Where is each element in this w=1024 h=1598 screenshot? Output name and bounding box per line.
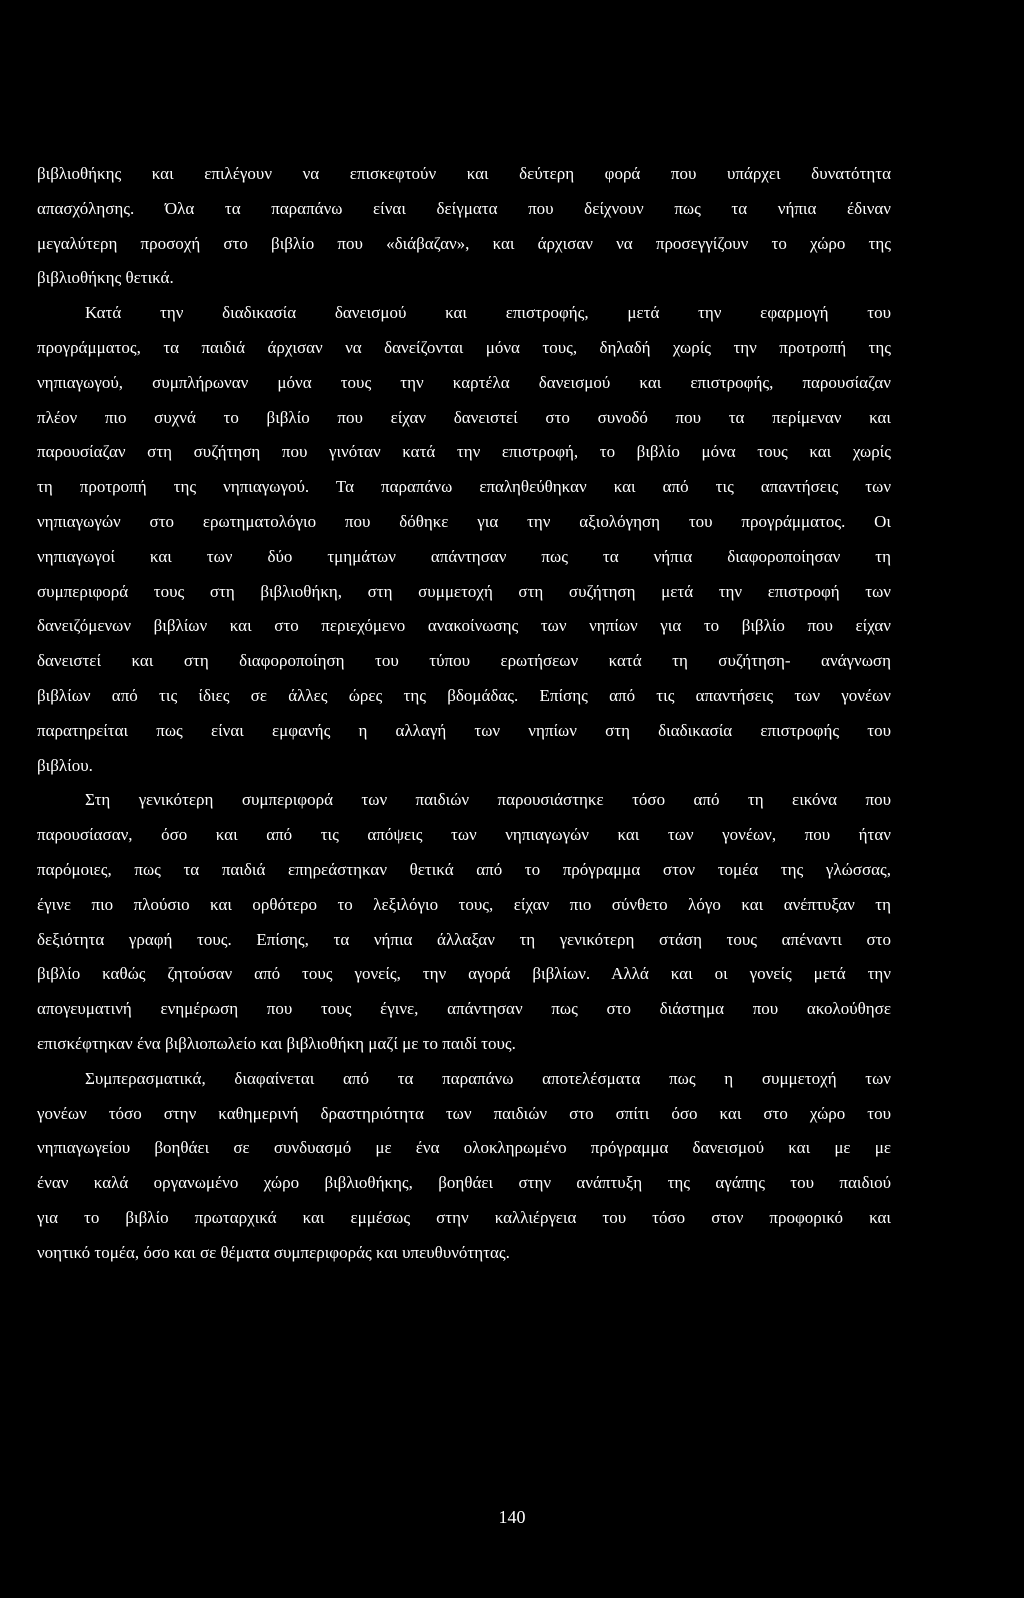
text-line: έγινε πιο πλούσιο και ορθότερο το λεξιλόγιο τους, είχαν πιο σύνθετο λόγο και ανέπτυξαν τη [37,894,891,914]
page-number: 140 [498,1507,526,1527]
text-line: παρουσίασαν, όσο και από τις απόψεις των νηπιαγωγών και των γονέων, που ήταν [37,825,891,845]
text-line: δανειστεί και στη διαφοροποίηση του τύπου ερωτήσεων κατά τη συζήτηση- ανάγνωση [37,651,891,671]
text-line: προγράμματος, τα παιδιά άρχισαν να δανείζονται μόνα τους, δηλαδή χωρίς την προτροπή της [37,337,891,357]
text-line: νοητικό τομέα, όσο και σε θέματα συμπεριφοράς και υπευθυνότητας. [37,1242,510,1262]
text-line: έναν καλά οργανωμένο χώρο βιβλιοθήκης, βοηθάει στην ανάπτυξη της αγάπης του παιδιού [37,1173,891,1193]
text-line: απασχόλησης. Όλα τα παραπάνω είναι δείγματα που δείχνουν πως τα νήπια έδιναν [37,198,891,218]
text-line: πλέον πιο συχνά το βιβλίο που είχαν δανειστεί στο συνοδό που τα περίμεναν και [37,407,891,427]
paragraph [37,157,891,296]
text-line: νηπιαγωγοί και των δύο τμημάτων απάντησαν πως τα νήπια διαφοροποίησαν τη [37,546,891,566]
page-body [37,157,891,1271]
paragraph [37,783,891,1061]
text-line: βιβλίο καθώς ζητούσαν από τους γονείς, την αγορά βιβλίων. Αλλά και οι γονείς μετά την [37,964,891,984]
text-line: νηπιαγωγού, συμπλήρωναν μόνα τους την καρτέλα δανεισμού και επιστροφής, παρουσίαζαν [37,372,891,392]
text-line: νηπιαγωγείου βοηθάει σε συνδυασμό με ένα ολοκληρωμένο πρόγραμμα δανεισμού και με με [37,1138,891,1158]
text-line: βιβλιοθήκης θετικά. [37,268,174,288]
text-line: βιβλίων από τις ίδιες σε άλλες ώρες της βδομάδας. Επίσης από τις απαντήσεις των γονέων [37,685,891,705]
text-line: μεγαλύτερη προσοχή στο βιβλίο που «διάβαζαν», και άρχισαν να προσεγγίζουν το χώρο της [37,233,891,253]
text-line: δανειζόμενων βιβλίων και στο περιεχόμενο ανακοίνωσης των νηπίων για το βιβλίο που είχαν [37,616,891,636]
text-line: βιβλίου. [37,755,93,775]
text-line: συμπεριφορά τους στη βιβλιοθήκη, στη συμμετοχή στη συζήτηση μετά την επιστροφή των [37,581,891,601]
text-line: δεξιότητα γραφή τους. Επίσης, τα νήπια άλλαξαν τη γενικότερη στάση τους απέναντι στο [37,929,891,949]
text-line: Κατά την διαδικασία δανεισμού και επιστροφής, μετά την εφαρμογή του [85,303,891,323]
text-line: επισκέφτηκαν ένα βιβλιοπωλείο και βιβλιοθήκη μαζί με το παιδί τους. [37,1033,516,1053]
text-line: τη προτροπή της νηπιαγωγού. Τα παραπάνω επαληθεύθηκαν και από τις απαντήσεις των [37,477,891,497]
text-line: παρουσίαζαν στη συζήτηση που γινόταν κατά την επιστροφή, το βιβλίο μόνα τους και χωρίς [37,442,891,462]
text-line: για το βιβλίο πρωταρχικά και εμμέσως στην καλλιέργεια του τόσο στον προφορικό και [37,1207,891,1227]
text-line: απογευματινή ενημέρωση που τους έγινε, απάντησαν πως στο διάστημα που ακολούθησε [37,999,891,1019]
text-line: Συμπερασματικά, διαφαίνεται από τα παραπάνω αποτελέσματα πως η συμμετοχή των [85,1068,891,1088]
text-line: γονέων τόσο στην καθημερινή δραστηριότητα των παιδιών στο σπίτι όσο και στο χώρο του [37,1103,891,1123]
paragraph [37,1062,891,1271]
text-line: Στη γενικότερη συμπεριφορά των παιδιών παρουσιάστηκε τόσο από τη εικόνα που [85,790,891,810]
text-line: παρατηρείται πως είναι εμφανής η αλλαγή των νηπίων στη διαδικασία επιστροφής του [37,720,891,740]
text-line: νηπιαγωγών στο ερωτηματολόγιο που δόθηκε για την αξιολόγηση του προγράμματος. Οι [37,511,891,531]
text-line: βιβλιοθήκης και επιλέγουν να επισκεφτούν και δεύτερη φορά που υπάρχει δυνατότητα [37,164,891,183]
text-line: παρόμοιες, πως τα παιδιά επηρεάστηκαν θετικά από το πρόγραμμα στον τομέα της γλώσσας, [37,859,891,879]
paragraph [37,296,891,783]
